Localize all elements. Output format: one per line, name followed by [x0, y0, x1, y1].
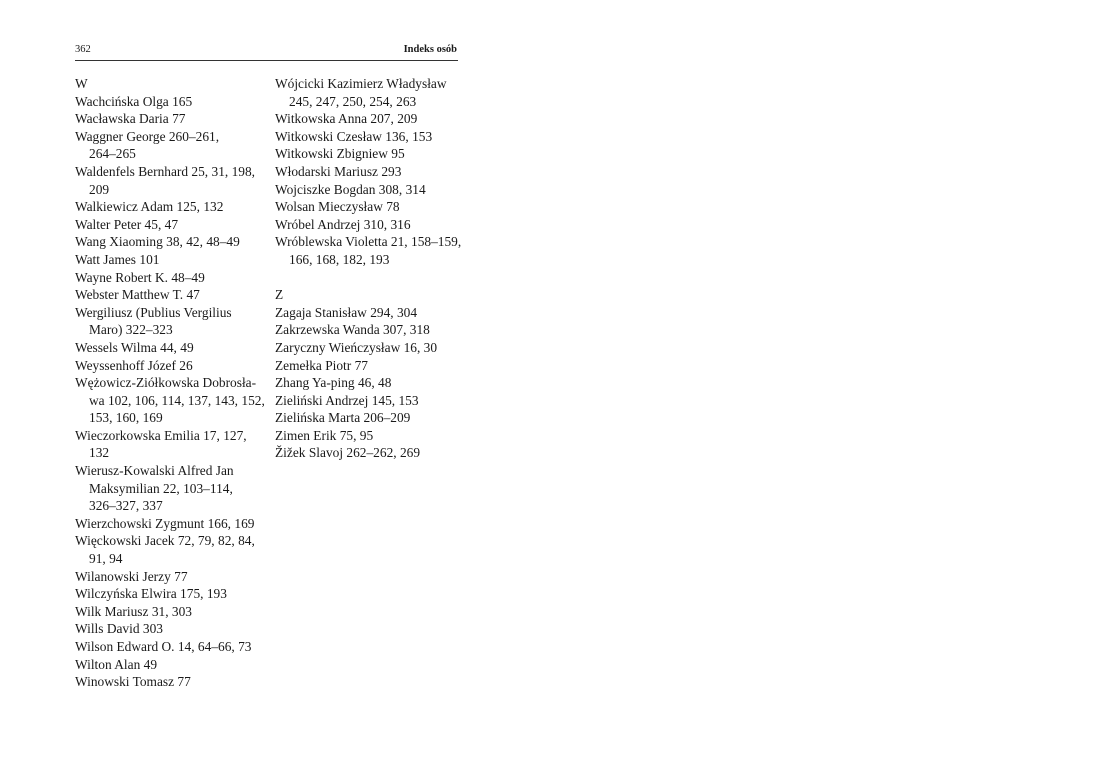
index-entry — [75, 620, 265, 638]
index-entry — [75, 638, 265, 656]
index-entry — [75, 128, 265, 163]
index-entry — [275, 374, 475, 392]
index-entry — [275, 339, 475, 357]
index-entry-text: Weyssenhoff Józef 26 — [75, 357, 193, 373]
index-entry-text: Włodarski Mariusz 293 — [275, 163, 402, 179]
index-entry-continuation: Maro) 322–323 — [89, 322, 173, 338]
index-entry-text: Wang Xiaoming 38, 42, 48–49 — [75, 234, 240, 250]
index-entry-text: Watt James 101 — [75, 251, 160, 267]
index-entry-text: Waldenfels Bernhard 25, 31, 198, — [75, 163, 256, 179]
index-entry-text: Wieczorkowska Emilia 17, 127, — [75, 427, 247, 443]
index-entry — [75, 374, 265, 427]
index-entry-continuation: 166, 168, 182, 193 — [289, 251, 390, 267]
index-entry-text: Wilczyńska Elwira 175, 193 — [75, 586, 227, 602]
index-entry — [75, 233, 265, 251]
index-entry — [275, 181, 475, 199]
index-entry-text: Wergiliusz (Publius Vergilius — [75, 304, 232, 320]
index-entry-continuation: 326–327, 337 — [89, 498, 163, 514]
section-letter: W — [75, 76, 88, 91]
index-entry — [75, 304, 265, 339]
index-entry-text: Zieliński Andrzej 145, 153 — [275, 392, 419, 408]
index-entry-text: Wachcińska Olga 165 — [75, 93, 193, 109]
index-entry-continuation: 153, 160, 169 — [89, 410, 163, 426]
index-entry-text: Wojciszke Bogdan 308, 314 — [275, 181, 426, 197]
section-gap — [275, 269, 475, 287]
index-entry-text: Winowski Tomasz 77 — [75, 674, 191, 690]
index-entry-text: Walter Peter 45, 47 — [75, 216, 179, 232]
index-entry-text: Wierusz-Kowalski Alfred Jan — [75, 463, 234, 479]
index-column-right — [275, 75, 475, 462]
index-entry — [275, 198, 475, 216]
index-entry — [75, 673, 265, 691]
index-entry — [75, 163, 265, 198]
index-entry-text: Witkowski Zbigniew 95 — [275, 146, 405, 162]
index-entry — [75, 339, 265, 357]
index-entry-text: Zimen Erik 75, 95 — [275, 427, 374, 443]
index-entry-text: Zaryczny Wieńczysław 16, 30 — [275, 339, 438, 355]
index-entry-text: Wójcicki Kazimierz Władysław — [275, 76, 447, 91]
index-entry — [275, 216, 475, 234]
index-entry-text: Walkiewicz Adam 125, 132 — [75, 199, 224, 215]
index-entry-text: Wilk Mariusz 31, 303 — [75, 603, 192, 619]
index-entry — [75, 585, 265, 603]
index-entry — [75, 515, 265, 533]
index-entry — [275, 392, 475, 410]
index-entry — [275, 145, 475, 163]
index-entry — [75, 603, 265, 621]
index-entry-continuation: 132 — [89, 445, 110, 461]
index-entry — [75, 357, 265, 375]
index-entry-text: Zemełka Piotr 77 — [275, 357, 368, 373]
index-column-left — [75, 75, 265, 691]
index-entry — [275, 304, 475, 322]
header-rule — [75, 60, 458, 61]
index-entry-text: Wróbel Andrzej 310, 316 — [275, 216, 411, 232]
index-entry-text: Webster Matthew T. 47 — [75, 287, 200, 303]
index-entry-text: Zagaja Stanisław 294, 304 — [275, 304, 418, 320]
index-entry — [75, 216, 265, 234]
index-entry — [75, 251, 265, 269]
index-entry-text: Žižek Slavoj 262–262, 269 — [275, 445, 421, 461]
index-entry — [75, 286, 265, 304]
index-entry — [75, 110, 265, 128]
index-entry — [75, 427, 265, 462]
index-entry — [75, 93, 265, 111]
index-entry — [275, 444, 475, 462]
index-entry-text: Zakrzewska Wanda 307, 318 — [275, 322, 430, 338]
index-entry-continuation: 209 — [89, 181, 110, 197]
index-entry — [75, 568, 265, 586]
index-entry-text: Wilton Alan 49 — [75, 656, 158, 672]
index-entry-text: Wills David 303 — [75, 621, 163, 637]
index-entry-continuation: Maksymilian 22, 103–114, — [89, 480, 233, 496]
index-entry-text: Witkowska Anna 207, 209 — [275, 111, 418, 127]
index-entry — [75, 198, 265, 216]
index-entry-text: Wilson Edward O. 14, 64–66, 73 — [75, 639, 252, 654]
index-entry-continuation: 245, 247, 250, 254, 263 — [289, 93, 417, 109]
index-entry — [275, 163, 475, 181]
running-header: Indeks osób — [403, 44, 457, 55]
section-letter: Z — [275, 287, 284, 303]
index-entry — [275, 110, 475, 128]
index-entry — [275, 427, 475, 445]
page-number: 362 — [75, 44, 91, 55]
index-entry-text: Wróblewska Violetta 21, 158–159, — [275, 234, 462, 250]
index-entry-continuation: wa 102, 106, 114, 137, 143, 152, — [89, 392, 265, 408]
index-entry-text: Wessels Wilma 44, 49 — [75, 339, 194, 355]
index-entry-text: Witkowski Czesław 136, 153 — [275, 128, 433, 144]
index-entry — [275, 409, 475, 427]
index-entry-text: Wierzchowski Zygmunt 166, 169 — [75, 515, 255, 531]
index-entry — [275, 321, 475, 339]
index-entry-text: Wolsan Mieczysław 78 — [275, 199, 400, 215]
index-entry — [75, 656, 265, 674]
index-entry — [275, 75, 475, 110]
index-entry-text: Wilanowski Jerzy 77 — [75, 568, 188, 584]
index-entry — [75, 532, 265, 567]
index-entry-text: Wężowicz-Ziółkowska Dobrosła- — [75, 375, 257, 391]
index-entry-text: Wacławska Daria 77 — [75, 111, 186, 127]
index-entry — [275, 357, 475, 375]
index-entry — [275, 128, 475, 146]
index-entry-text: Zielińska Marta 206–209 — [275, 410, 411, 426]
index-entry-text: Waggner George 260–261, — [75, 128, 220, 144]
index-entry — [75, 462, 265, 515]
index-entry — [275, 233, 475, 268]
index-entry-text: Zhang Ya-ping 46, 48 — [275, 375, 392, 391]
index-entry-continuation: 264–265 — [89, 146, 136, 162]
index-entry-text: Wayne Robert K. 48–49 — [75, 269, 205, 285]
index-entry — [75, 269, 265, 287]
index-entry-text: Więckowski Jacek 72, 79, 82, 84, — [75, 533, 255, 549]
index-entry-continuation: 91, 94 — [89, 551, 123, 567]
